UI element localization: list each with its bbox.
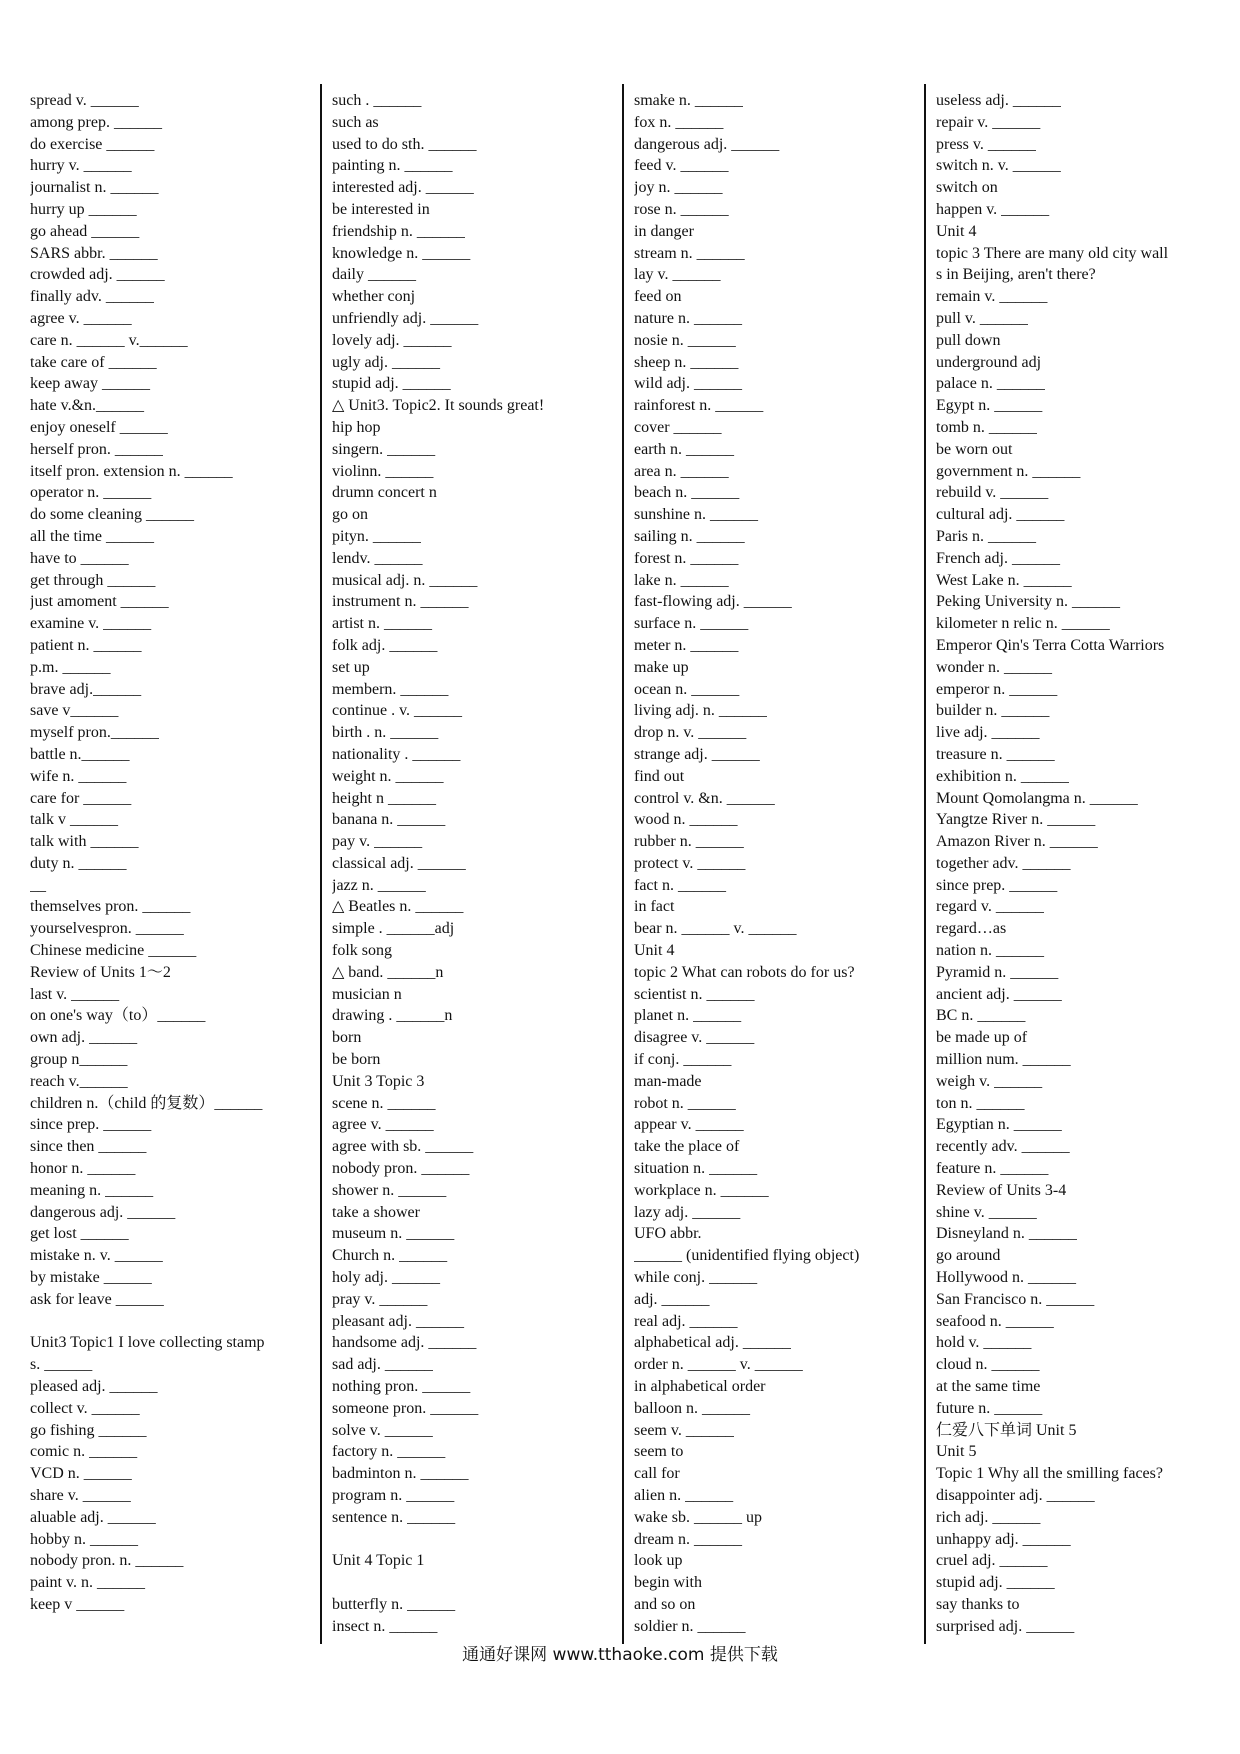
vocab-line: operator n. ______: [30, 484, 152, 502]
vocab-line: Unit 4 Topic 1: [332, 1552, 425, 1570]
vocab-line: dream n. ______: [634, 1530, 742, 1548]
vocab-line: strange adj. ______: [634, 745, 760, 763]
vocab-line: sad adj. ______: [332, 1356, 433, 1374]
column-divider: [924, 84, 926, 1644]
vocab-line: go fishing ______: [30, 1421, 147, 1439]
vocab-line: BC n. ______: [936, 1007, 1026, 1025]
vocab-line: mistake n. v. ______: [30, 1247, 163, 1265]
vocab-line: Hollywood n. ______: [936, 1269, 1076, 1287]
vocab-line: take the place of: [634, 1138, 740, 1156]
vocab-line: in alphabetical order: [634, 1378, 766, 1396]
vocab-line: area n. ______: [634, 462, 729, 480]
vocab-line: be made up of: [936, 1029, 1028, 1047]
vocab-line: forest n. ______: [634, 549, 739, 567]
vocab-line: ask for leave ______: [30, 1290, 164, 1308]
vocab-line: children n.（child 的复数）______: [30, 1094, 263, 1112]
vocab-line: sailing n. ______: [634, 527, 745, 545]
vocab-line: have to ______: [30, 549, 129, 567]
vocab-line: alphabetical adj. ______: [634, 1334, 791, 1352]
vocab-line: share v. ______: [30, 1487, 131, 1504]
vocab-line: Unit3 Topic1 I love collecting stamp: [30, 1334, 265, 1352]
vocab-line: rich adj. ______: [936, 1508, 1041, 1526]
vocab-line: stupid adj. ______: [332, 375, 451, 393]
vocab-line: talk with ______: [30, 833, 139, 851]
vocab-line: protect v. ______: [634, 854, 746, 872]
vocab-line: million num. ______: [936, 1051, 1071, 1069]
vocab-line: pay v. ______: [332, 833, 423, 851]
vocab-line: French adj. ______: [936, 549, 1060, 567]
vocab-line: ton n. ______: [936, 1094, 1025, 1112]
vocab-line: cultural adj. ______: [936, 506, 1065, 524]
vocab-line: daily ______: [332, 266, 416, 284]
vocab-line: topic 2 What can robots do for us?: [634, 963, 855, 981]
column-divider: [320, 84, 322, 1644]
vocab-line: drumn concert n: [332, 484, 437, 502]
vocab-line: situation n. ______: [634, 1160, 758, 1178]
vocab-line: repair v. ______: [936, 113, 1041, 131]
vocab-line: take care of ______: [30, 353, 157, 371]
vocab-line: dangerous adj. ______: [30, 1203, 176, 1221]
vocab-column-4: [936, 90, 1226, 1638]
vocab-line: alien n. ______: [634, 1487, 734, 1504]
vocab-line: fast-flowing adj. ______: [634, 593, 792, 611]
vocab-line: meter n. ______: [634, 636, 739, 654]
vocab-line: get through ______: [30, 571, 156, 589]
vocab-line: make up: [634, 658, 689, 676]
vocab-line: museum n. ______: [332, 1225, 455, 1243]
vocab-line: exhibition n. ______: [936, 767, 1069, 785]
vocab-line: wake sb. ______ up: [634, 1508, 762, 1526]
vocab-line: itself pron. extension n. ______: [30, 462, 233, 480]
vocab-line: membern. ______: [332, 680, 449, 698]
vocab-line: last v. ______: [30, 985, 120, 1003]
vocab-line: dangerous adj. ______: [634, 135, 780, 153]
vocab-line: wood n. ______: [634, 811, 738, 829]
vocab-line: Peking University n. ______: [936, 593, 1120, 611]
vocab-line: battle n.______: [30, 745, 130, 763]
vocab-line: Disneyland n. ______: [936, 1225, 1077, 1243]
vocab-line: nobody pron. n. ______: [30, 1552, 184, 1570]
vocab-line: s. ______: [30, 1356, 93, 1374]
vocab-line: by mistake ______: [30, 1269, 152, 1287]
vocab-line: Unit 4: [634, 942, 675, 960]
vocab-line: control v. &n. ______: [634, 789, 775, 807]
vocab-line: insect n. ______: [332, 1617, 438, 1635]
vocab-line: shower n. ______: [332, 1181, 447, 1199]
vocab-line: hurry up ______: [30, 200, 137, 218]
vocab-line: planet n. ______: [634, 1007, 742, 1025]
vocab-line: disappointer adj. ______: [936, 1487, 1095, 1504]
vocab-line: be born: [332, 1051, 381, 1069]
vocab-line: joy n. ______: [634, 179, 723, 197]
vocab-line: wild adj. ______: [634, 375, 742, 393]
vocab-line: program n. ______: [332, 1487, 455, 1504]
vocab-line: at the same time: [936, 1378, 1041, 1396]
vocab-line: scientist n. ______: [634, 985, 755, 1003]
vocab-line: nationality . ______: [332, 745, 461, 763]
vocab-line: just amoment ______: [30, 593, 169, 611]
vocab-line: banana n. ______: [332, 811, 446, 829]
vocab-line: jazz n. ______: [332, 876, 426, 894]
vocab-line: nothing pron. ______: [332, 1378, 471, 1396]
vocab-line: on one's way（to）______: [30, 1007, 206, 1025]
vocab-line: stupid adj. ______: [936, 1574, 1055, 1592]
vocab-line: save v______: [30, 702, 119, 720]
vocab-line: wonder n. ______: [936, 658, 1052, 676]
vocab-line: cover ______: [634, 418, 722, 436]
vocab-line: Egypt n. ______: [936, 397, 1043, 415]
vocab-line: classical adj. ______: [332, 854, 466, 872]
vocab-line: cloud n. ______: [936, 1356, 1040, 1374]
vocab-line: height n ______: [332, 789, 436, 807]
vocab-line: recently adv. ______: [936, 1138, 1070, 1156]
vocab-line: in fact: [634, 898, 675, 916]
vocab-line: pull down: [936, 331, 1001, 349]
vocab-line: care for ______: [30, 789, 132, 807]
vocab-line: own adj. ______: [30, 1029, 138, 1047]
vocab-line: go on: [332, 506, 368, 524]
vocab-line: if conj. ______: [634, 1051, 732, 1069]
vocab-line: themselves pron. ______: [30, 898, 191, 916]
vocab-line: switch n. v. ______: [936, 157, 1061, 175]
vocab-line: surface n. ______: [634, 615, 749, 633]
vocab-line: factory n. ______: [332, 1443, 446, 1461]
vocab-line: finally adv. ______: [30, 288, 154, 306]
vocab-line: earth n. ______: [634, 440, 734, 458]
vocab-line: lendv. ______: [332, 549, 423, 567]
vocab-line: beach n. ______: [634, 484, 740, 502]
vocab-line: lay v. ______: [634, 266, 721, 284]
vocab-line: painting n. ______: [332, 157, 453, 175]
vocab-line: agree v. ______: [332, 1116, 434, 1134]
vocab-line: nation n. ______: [936, 942, 1044, 960]
vocab-line: all the time ______: [30, 527, 154, 545]
vocab-line: be interested in: [332, 200, 430, 218]
vocab-line: regard v. ______: [936, 898, 1044, 916]
vocab-line: find out: [634, 767, 685, 785]
vocab-line: butterfly n. ______: [332, 1595, 456, 1613]
vocab-line: unhappy adj. ______: [936, 1530, 1071, 1548]
vocab-line: Review of Units 1～2: [30, 963, 171, 981]
vocab-line: pityn. ______: [332, 527, 421, 545]
vocab-line: comic n. ______: [30, 1443, 138, 1461]
vocab-line: hurry v. ______: [30, 157, 132, 175]
vocab-line: do exercise ______: [30, 135, 155, 153]
vocab-line: reach v.______: [30, 1072, 128, 1090]
vocab-line: holy adj. ______: [332, 1269, 440, 1287]
vocab-line: soldier n. ______: [634, 1617, 746, 1635]
vocab-line: man-made: [634, 1072, 702, 1090]
vocab-line: SARS abbr. ______: [30, 244, 158, 262]
vocab-line: get lost ______: [30, 1225, 129, 1243]
vocab-line: kilometer n relic n. ______: [936, 615, 1110, 633]
vocab-line: switch on: [936, 179, 998, 197]
vocab-line: yourselvespron. ______: [30, 920, 184, 938]
vocab-line: used to do sth. ______: [332, 135, 477, 153]
vocab-line: journalist n. ______: [30, 179, 159, 197]
vocab-column-1: [30, 90, 314, 1616]
vocab-line: spread v. ______: [30, 92, 139, 109]
vocab-line: in danger: [634, 222, 694, 240]
vocab-line: smake n. ______: [634, 92, 743, 109]
vocab-line: sentence n. ______: [332, 1508, 456, 1526]
vocab-line: drawing . ______n: [332, 1007, 453, 1025]
vocab-line: rose n. ______: [634, 200, 729, 218]
vocab-line: hobby n. ______: [30, 1530, 138, 1548]
vocab-line: emperor n. ______: [936, 680, 1058, 698]
vocab-line: duty n. ______: [30, 854, 127, 872]
vocab-line: pleased adj. ______: [30, 1378, 158, 1396]
vocab-line: live adj. ______: [936, 724, 1040, 742]
vocab-line: shine v. ______: [936, 1203, 1037, 1221]
vocab-line: lazy adj. ______: [634, 1203, 741, 1221]
vocab-line: hold v. ______: [936, 1334, 1032, 1352]
vocab-line: robot n. ______: [634, 1094, 736, 1112]
vocab-line: someone pron. ______: [332, 1399, 479, 1417]
vocab-line: workplace n. ______: [634, 1181, 769, 1199]
vocab-line: interested adj. ______: [332, 179, 474, 197]
vocab-line: set up: [332, 658, 370, 676]
vocab-line: go around: [936, 1247, 1001, 1265]
vocab-line: happen v. ______: [936, 200, 1050, 218]
vocab-line: cruel adj. ______: [936, 1552, 1048, 1570]
vocab-line: talk v ______: [30, 811, 118, 829]
vocab-line: simple . ______adj: [332, 920, 455, 938]
vocab-line: Chinese medicine ______: [30, 942, 197, 960]
vocab-line: lovely adj. ______: [332, 331, 452, 349]
vocab-line: nobody pron. ______: [332, 1160, 470, 1178]
vocab-line: while conj. ______: [634, 1269, 758, 1287]
vocab-line: pull v. ______: [936, 309, 1028, 327]
vocab-line: seem to: [634, 1443, 684, 1461]
vocab-line: sunshine n. ______: [634, 506, 758, 524]
vocab-line: VCD n. ______: [30, 1465, 132, 1483]
vocab-line: feed v. ______: [634, 157, 729, 175]
vocab-line: Emperor Qin's Terra Cotta Warriors: [936, 636, 1165, 654]
vocab-column-3: [634, 90, 918, 1638]
vocab-line: ______ (unidentified flying object): [634, 1247, 860, 1265]
vocab-line: myself pron.______: [30, 724, 159, 742]
vocab-line: Church n. ______: [332, 1247, 448, 1265]
vocab-line: Review of Units 3-4: [936, 1181, 1067, 1199]
vocab-column-2: [332, 90, 616, 1638]
vocab-line: scene n. ______: [332, 1094, 436, 1112]
vocab-line: continue . v. ______: [332, 702, 463, 720]
vocab-line: such as: [332, 113, 379, 131]
vocab-line: Unit 4: [936, 222, 977, 240]
vocab-line: fox n. ______: [634, 113, 724, 131]
vocab-line: San Francisco n. ______: [936, 1290, 1095, 1308]
vocab-line: crowded adj. ______: [30, 266, 165, 284]
vocab-line: hip hop: [332, 418, 381, 436]
vocab-line: badminton n. ______: [332, 1465, 469, 1483]
vocab-line: whether conj: [332, 288, 416, 306]
vocab-line: Unit 3 Topic 3: [332, 1072, 425, 1090]
vocab-line: order n. ______ v. ______: [634, 1356, 803, 1374]
vocab-line: lake n. ______: [634, 571, 729, 589]
vocab-line: real adj. ______: [634, 1312, 738, 1330]
vocab-line: such . ______: [332, 92, 422, 109]
vocab-line: go ahead ______: [30, 222, 140, 240]
vocab-line: seem v. ______: [634, 1421, 734, 1439]
vocab-line: look up: [634, 1552, 683, 1570]
vocab-line: patient n. ______: [30, 636, 142, 654]
vocab-line: Yangtze River n. ______: [936, 811, 1096, 829]
vocab-line: enjoy oneself ______: [30, 418, 168, 436]
vocab-line: say thanks to: [936, 1595, 1020, 1613]
vocab-line: __: [30, 876, 46, 894]
vocab-line: Paris n. ______: [936, 527, 1036, 545]
vocab-line: call for: [634, 1465, 680, 1483]
vocab-line: take a shower: [332, 1203, 420, 1221]
vocab-line: artist n. ______: [332, 615, 432, 633]
vocab-line: treasure n. ______: [936, 745, 1055, 763]
vocab-line: rubber n. ______: [634, 833, 744, 851]
vocab-line: pleasant adj. ______: [332, 1312, 464, 1330]
vocab-line: birth . n. ______: [332, 724, 439, 742]
vocab-line: future n. ______: [936, 1399, 1043, 1417]
vocab-line: friendship n. ______: [332, 222, 465, 240]
vocab-line: seafood n. ______: [936, 1312, 1054, 1330]
vocab-line: care n. ______ v.______: [30, 331, 188, 349]
vocab-line: builder n. ______: [936, 702, 1050, 720]
vocab-line: collect v. ______: [30, 1399, 140, 1417]
vocab-line: nature n. ______: [634, 309, 742, 327]
vocab-line: nosie n. ______: [634, 331, 736, 349]
vocab-line: examine v. ______: [30, 615, 152, 633]
vocab-line: weigh v. ______: [936, 1072, 1043, 1090]
vocab-line: and so on: [634, 1595, 696, 1613]
vocab-line: palace n. ______: [936, 375, 1045, 393]
vocab-line: stream n. ______: [634, 244, 745, 262]
vocab-line: wife n. ______: [30, 767, 127, 785]
vocab-line: [30, 1311, 314, 1333]
vocab-line: Pyramid n. ______: [936, 963, 1059, 981]
vocab-line: musician n: [332, 985, 402, 1003]
vocab-line: fact n. ______: [634, 876, 726, 894]
vocab-line: begin with: [634, 1574, 702, 1592]
vocab-line: hate v.&n.______: [30, 397, 145, 415]
vocab-line: topic 3 There are many old city wall: [936, 244, 1169, 262]
footer-credit: 通通好课网 www.tthaoke.com 提供下载: [462, 1645, 778, 1665]
vocab-line: be worn out: [936, 440, 1013, 458]
vocab-line: drop n. v. ______: [634, 724, 747, 742]
vocab-line: Mount Qomolangma n. ______: [936, 789, 1138, 807]
vocab-line: ugly adj. ______: [332, 353, 440, 371]
vocab-line: △ Unit3. Topic2. It sounds great!: [332, 397, 545, 415]
vocab-line: disagree v. ______: [634, 1029, 755, 1047]
vocab-line: together adv. ______: [936, 854, 1071, 872]
vocab-line: aluable adj. ______: [30, 1508, 156, 1526]
vocab-line: Amazon River n. ______: [936, 833, 1098, 851]
vocab-line: handsome adj. ______: [332, 1334, 477, 1352]
vocab-line: feature n. ______: [936, 1160, 1049, 1178]
vocab-line: [332, 1529, 616, 1551]
vocab-line: regard…as: [936, 920, 1007, 938]
vocab-line: folk adj. ______: [332, 636, 438, 654]
vocab-line: rainforest n. ______: [634, 397, 764, 415]
vocab-line: honor n. ______: [30, 1160, 136, 1178]
vocab-line: Egyptian n. ______: [936, 1116, 1062, 1134]
vocab-line: 仁爱八下单词 Unit 5: [936, 1421, 1077, 1439]
vocab-line: government n. ______: [936, 462, 1081, 480]
vocab-line: living adj. n. ______: [634, 702, 767, 720]
vocab-line: folk song: [332, 942, 392, 960]
vocab-line: instrument n. ______: [332, 593, 469, 611]
vocab-line: feed on: [634, 288, 682, 306]
vocab-line: △ Beatles n. ______: [332, 898, 464, 916]
vocab-line: pray v. ______: [332, 1290, 428, 1308]
vocab-line: tomb n. ______: [936, 418, 1037, 436]
vocab-line: balloon n. ______: [634, 1399, 750, 1417]
vocab-line: useless adj. ______: [936, 92, 1061, 109]
vocab-line: press v. ______: [936, 135, 1036, 153]
vocab-line: Topic 1 Why all the smilling faces?: [936, 1465, 1163, 1483]
vocab-line: agree with sb. ______: [332, 1138, 474, 1156]
vocab-line: ancient adj. ______: [936, 985, 1062, 1003]
vocab-line: singern. ______: [332, 440, 436, 458]
vocab-line: agree v. ______: [30, 309, 132, 327]
vocab-line: weight n. ______: [332, 767, 444, 785]
vocab-line: keep v ______: [30, 1595, 125, 1613]
vocab-line: since prep. ______: [30, 1116, 152, 1134]
vocab-line: [332, 1572, 616, 1594]
vocab-line: herself pron. ______: [30, 440, 163, 458]
vocab-line: brave adj.______: [30, 680, 142, 698]
vocab-line: since prep. ______: [936, 876, 1058, 894]
vocab-line: sheep n. ______: [634, 353, 739, 371]
vocab-line: group n______: [30, 1051, 128, 1069]
vocab-line: rebuild v. ______: [936, 484, 1049, 502]
vocab-line: UFO abbr.: [634, 1225, 702, 1243]
vocab-line: musical adj. n. ______: [332, 571, 478, 589]
column-divider: [622, 84, 624, 1644]
vocab-line: underground adj: [936, 353, 1042, 371]
vocab-line: s in Beijing, aren't there?: [936, 266, 1096, 284]
vocab-line: △ band. ______n: [332, 963, 444, 981]
vocab-line: knowledge n. ______: [332, 244, 471, 262]
vocab-line: unfriendly adj. ______: [332, 309, 479, 327]
vocab-line: solve v. ______: [332, 1421, 433, 1439]
vocab-line: since then ______: [30, 1138, 147, 1156]
vocab-line: among prep. ______: [30, 113, 162, 131]
vocab-line: Unit 5: [936, 1443, 977, 1461]
vocab-line: remain v. ______: [936, 288, 1048, 306]
vocab-line: ocean n. ______: [634, 680, 740, 698]
vocab-line: surprised adj. ______: [936, 1617, 1075, 1635]
vocab-line: keep away ______: [30, 375, 150, 393]
vocab-line: violinn. ______: [332, 462, 434, 480]
vocab-line: bear n. ______ v. ______: [634, 920, 797, 938]
vocab-line: paint v. n. ______: [30, 1574, 145, 1592]
vocab-line: born: [332, 1029, 362, 1047]
vocab-line: do some cleaning ______: [30, 506, 194, 524]
vocab-line: adj. ______: [634, 1290, 710, 1308]
vocab-line: appear v. ______: [634, 1116, 744, 1134]
vocab-line: p.m. ______: [30, 658, 111, 676]
vocab-line: West Lake n. ______: [936, 571, 1072, 589]
vocab-line: meaning n. ______: [30, 1181, 154, 1199]
